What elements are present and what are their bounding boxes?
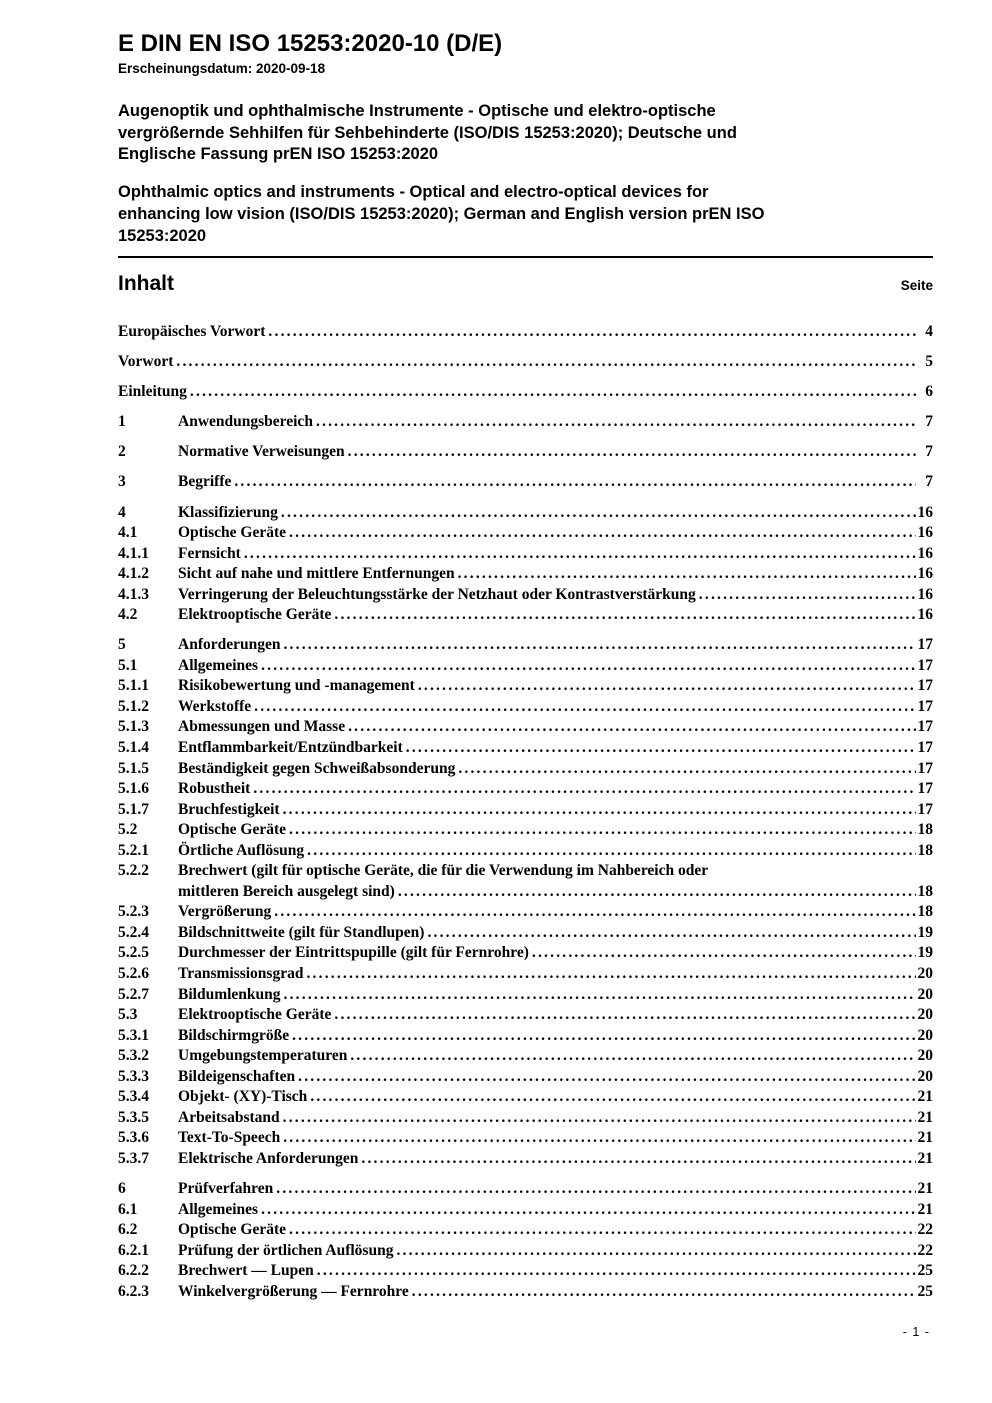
toc-dot-leader [532, 943, 916, 964]
toc-entry-title: Normative Verweisungen [178, 443, 345, 461]
toc-entry-title: Klassifizierung [178, 503, 278, 521]
toc-entry [118, 585, 933, 606]
toc-entry-page: 25 [917, 1262, 933, 1280]
toc-entry-title: Text-To-Speech [178, 1129, 281, 1147]
toc-entry [118, 676, 933, 697]
toc-entry [118, 1200, 933, 1221]
toc-dot-leader [412, 1282, 916, 1303]
toc-entry-page: 16 [917, 565, 933, 583]
toc-entry-number: 5.1.2 [118, 697, 149, 715]
toc-entry-title: Objekt- (XY)-Tisch [178, 1088, 308, 1106]
toc-entry [118, 943, 933, 964]
toc-entry-title: Optische Geräte [178, 821, 287, 839]
toc-dot-leader [274, 902, 916, 923]
toc-entry [118, 1282, 933, 1303]
toc-entry-number: 3 [118, 473, 126, 491]
title-english-line-1: Ophthalmic optics and instruments - Optical and electro-optical devices for [118, 183, 709, 202]
toc-entry-number: 4.1.1 [118, 544, 149, 562]
toc-dot-leader [398, 882, 916, 903]
toc-dot-leader [289, 1220, 916, 1241]
toc-entry-page: 17 [917, 759, 933, 777]
toc-entry [118, 697, 933, 718]
toc-entry [118, 1149, 933, 1170]
toc-entry-page: 17 [917, 656, 933, 674]
toc-entry-number: 5.1.7 [118, 800, 149, 818]
toc-entry-title: Allgemeines [178, 1200, 259, 1218]
toc-entry-page: 22 [917, 1221, 933, 1239]
toc-dot-leader [253, 779, 916, 800]
toc-dot-leader [176, 352, 916, 373]
toc-dot-leader [268, 322, 916, 343]
toc-entry-title: Bildschnittweite (gilt für Standlupen) [178, 923, 425, 941]
toc-entry [118, 964, 933, 985]
toc-entry-title: Entflammbarkeit/Entzündbarkeit [178, 739, 403, 757]
toc-entry-page: 18 [917, 882, 933, 900]
toc-entry-title: Transmissionsgrad [178, 965, 304, 983]
toc-dot-leader [276, 1179, 916, 1200]
toc-entry-title: Bruchfestigkeit [178, 800, 280, 818]
toc-dot-leader [284, 985, 916, 1006]
toc-dot-leader [289, 523, 916, 544]
toc-entry [118, 656, 933, 677]
toc-entry [118, 820, 933, 841]
toc-entry-page: 21 [917, 1108, 933, 1126]
toc-entry-number: 5.1.1 [118, 677, 149, 695]
toc-entry-page: 20 [917, 965, 933, 983]
toc-entry-title: Elektrooptische Geräte [178, 1006, 332, 1024]
toc-entry-number: 6.1 [118, 1200, 138, 1218]
header-divider [118, 256, 933, 258]
toc-entry-page: 17 [917, 780, 933, 798]
toc-dot-leader [348, 717, 916, 738]
publication-date: Erscheinungsdatum: 2020-09-18 [118, 61, 326, 76]
toc-entry-title: Vergrößerung [178, 903, 272, 921]
toc-entry-title: Elektrische Anforderungen [178, 1149, 359, 1167]
toc-dot-leader [396, 1241, 916, 1262]
toc-dot-leader [254, 697, 916, 718]
toc-entry-page: 18 [917, 903, 933, 921]
toc-entry-title: Einleitung [118, 383, 187, 401]
title-german [118, 101, 933, 166]
toc-entry-title: Örtliche Auflösung [178, 841, 305, 859]
toc-entry-number: 5.1.5 [118, 759, 149, 777]
toc-entry-page: 21 [917, 1129, 933, 1147]
toc-dot-leader [244, 544, 916, 565]
toc-entry-number: 4.1 [118, 524, 138, 542]
toc-entry-number: 6.2 [118, 1221, 138, 1239]
toc-entry [118, 779, 933, 800]
toc-entry [118, 442, 933, 463]
toc-entry [118, 1261, 933, 1282]
toc-dot-leader [306, 964, 916, 985]
toc-entry-number: 5 [118, 636, 126, 654]
toc-entry-number: 6 [118, 1180, 126, 1197]
toc-entry-title: Anforderungen [178, 636, 281, 654]
toc-entry-number: 5.3.6 [118, 1129, 149, 1147]
toc-entry-page: 17 [917, 739, 933, 757]
toc-dot-leader [317, 1261, 916, 1282]
toc-entry [118, 1067, 933, 1088]
title-english [118, 182, 933, 247]
toc-entry-title: Durchmesser der Eintrittspupille (gilt für Fernrohre) [178, 944, 529, 962]
toc-dot-leader [361, 1149, 916, 1170]
toc-entry-page: 17 [917, 677, 933, 695]
toc-entry-page: 18 [917, 841, 933, 859]
toc-entry [118, 352, 933, 373]
toc-dot-leader [283, 1128, 916, 1149]
toc-entry-title: mittleren Bereich ausgelegt sind) [178, 882, 395, 900]
toc-entry-page: 16 [917, 606, 933, 624]
toc-entry-title: Prüfung der örtlichen Auflösung [178, 1241, 394, 1259]
toc-entry-page: 20 [917, 1026, 933, 1044]
toc-entry-title: Bildumlenkung [178, 985, 281, 1003]
toc-entry-title: Winkelvergrößerung — Fernrohre [178, 1282, 409, 1300]
toc-entry-page: 6 [925, 383, 933, 401]
toc-entry-page: 17 [917, 636, 933, 654]
toc-entry-title: Bildeigenschaften [178, 1067, 296, 1085]
toc-dot-leader [283, 635, 916, 656]
toc-dot-leader [334, 605, 916, 626]
toc-dot-leader [316, 412, 916, 433]
toc-entry [118, 322, 933, 343]
toc-dot-leader [298, 1067, 916, 1088]
toc-entry-page: 19 [917, 923, 933, 941]
toc-entry-number: 4 [118, 503, 126, 521]
toc-dot-leader [307, 841, 916, 862]
toc-header-row [118, 272, 933, 296]
toc-entry [118, 882, 933, 903]
title-german-line-1: Augenoptik und ophthalmische Instrumente - Optische und elektro-optische [118, 102, 716, 120]
toc-entry [118, 605, 933, 626]
toc-entry-title: Fernsicht [178, 544, 241, 562]
toc-dot-leader [427, 923, 916, 944]
toc-entry [118, 544, 933, 565]
toc-dot-leader [261, 656, 916, 677]
toc-entry-page: 20 [917, 1067, 933, 1085]
toc-entry-number: 6.2.3 [118, 1282, 149, 1300]
toc-entry-number: 5.3.2 [118, 1047, 149, 1065]
toc-dot-leader [283, 800, 916, 821]
toc-entry-number: 4.1.3 [118, 585, 149, 603]
toc-dot-leader [418, 676, 916, 697]
toc-entry [118, 738, 933, 759]
toc-entry-title: Optische Geräte [178, 1221, 287, 1239]
toc-entry-title: Elektrooptische Geräte [178, 606, 332, 624]
toc-page-column-label: Seite [900, 278, 933, 294]
toc-entry-page: 18 [917, 821, 933, 839]
toc-dot-leader [289, 820, 916, 841]
toc-dot-leader [281, 503, 916, 524]
toc-entry-title: Begriffe [178, 473, 232, 491]
toc-entry [118, 1179, 933, 1200]
toc-entry [118, 382, 933, 403]
toc-entry-page: 20 [917, 1006, 933, 1024]
toc-entry-number: 5.3.5 [118, 1108, 149, 1126]
toc-entry-title: Verringerung der Beleuchtungsstärke der Netzhaut oder Kontrastverstärkung [178, 585, 696, 603]
toc-entry-page: 17 [917, 800, 933, 818]
toc-entry-title: Prüfverfahren [178, 1180, 274, 1197]
toc-entry [118, 1046, 933, 1067]
toc-entry-number: 6.2.2 [118, 1262, 149, 1280]
toc-entry-page: 16 [917, 585, 933, 603]
toc-entry-number: 1 [118, 413, 126, 431]
toc-entry-title: Umgebungstemperaturen [178, 1047, 348, 1065]
toc-entry [118, 412, 933, 433]
toc-entry-page: 4 [925, 323, 933, 341]
toc-list [118, 322, 933, 1302]
toc-entry-number: 5.2.7 [118, 985, 149, 1003]
toc-entry-page: 16 [917, 544, 933, 562]
toc-entry-title: Sicht auf nahe und mittlere Entfernungen [178, 565, 455, 583]
toc-dot-leader [283, 1108, 916, 1129]
toc-entry [118, 902, 933, 923]
toc-entry-title: Bildschirmgröße [178, 1026, 290, 1044]
toc-entry-page: 16 [917, 524, 933, 542]
toc-entry-page: 7 [925, 443, 933, 461]
toc-entry-page: 19 [917, 944, 933, 962]
toc-dot-leader [406, 738, 916, 759]
toc-entry [118, 472, 933, 493]
toc-entry-page: 17 [917, 697, 933, 715]
toc-entry [118, 1220, 933, 1241]
toc-entry-title: Risikobewertung und -management [178, 677, 415, 695]
toc-entry [118, 1241, 933, 1262]
toc-entry-number: 5.2 [118, 821, 138, 839]
toc-entry [118, 800, 933, 821]
toc-entry-number: 5.3.7 [118, 1149, 149, 1167]
toc-dot-leader [699, 585, 916, 606]
toc-entry-page: 5 [925, 353, 933, 371]
toc-entry-number: 5.3.3 [118, 1067, 149, 1085]
toc-entry [118, 923, 933, 944]
toc-dot-leader [190, 382, 916, 403]
toc-entry [118, 1108, 933, 1129]
toc-entry-page: 21 [917, 1088, 933, 1106]
toc-entry-page: 7 [925, 413, 933, 431]
toc-entry-title: Anwendungsbereich [178, 413, 313, 431]
toc-entry-number: 5.2.2 [118, 862, 149, 880]
toc-entry [118, 1128, 933, 1149]
toc-entry-title: Werkstoffe [178, 697, 252, 715]
toc-entry-number: 4.1.2 [118, 565, 149, 583]
toc-entry-number: 5.3.1 [118, 1026, 149, 1044]
toc-entry-number: 2 [118, 443, 126, 461]
toc-entry-page: 25 [917, 1282, 933, 1300]
toc-entry [118, 523, 933, 544]
toc-entry-page: 20 [917, 985, 933, 1003]
toc-entry-number: 5.2.6 [118, 965, 149, 983]
toc-entry-number: 5.1.3 [118, 718, 149, 736]
toc-entry-title: Abmessungen und Masse [178, 718, 346, 736]
toc-entry-page: 16 [917, 503, 933, 521]
toc-entry [118, 564, 933, 585]
toc-entry-page: 17 [917, 718, 933, 736]
toc-entry-number: 5.2.4 [118, 923, 149, 941]
toc-entry [118, 841, 933, 862]
toc-dot-leader [292, 1026, 916, 1047]
toc-entry-title: Beständigkeit gegen Schweißabsonderung [178, 759, 456, 777]
toc-entry-title: Brechwert (gilt für optische Geräte, die für die Verwendung im Nahbereich oder [178, 862, 709, 880]
toc-entry [118, 1026, 933, 1047]
toc-entry-page: 21 [917, 1149, 933, 1167]
toc-entry-number: 6.2.1 [118, 1241, 149, 1259]
toc-entry-number: 5.1 [118, 656, 138, 674]
toc-entry-title: Optische Geräte [178, 524, 287, 542]
toc-entry-number: 5.2.5 [118, 944, 149, 962]
toc-dot-leader [458, 564, 916, 585]
toc-dot-leader [350, 1046, 916, 1067]
toc-entry-title: Vorwort [118, 353, 174, 371]
toc-entry-title: Brechwert — Lupen [178, 1262, 314, 1280]
toc-entry [118, 635, 933, 656]
document-title: E DIN EN ISO 15253:2020-10 (D/E) [118, 30, 503, 57]
toc-entry-number: 5.3.4 [118, 1088, 149, 1106]
toc-entry-number: 5.2.3 [118, 903, 149, 921]
toc-entry [118, 985, 933, 1006]
toc-entry-number: 5.1.6 [118, 780, 149, 798]
title-german-line-2: vergrößernde Sehhilfen für Sehbehinderte (ISO/DIS 15253:2020); Deutsche und [118, 123, 737, 142]
toc-dot-leader [234, 472, 916, 493]
toc-entry [118, 861, 933, 882]
toc-entry [118, 1087, 933, 1108]
toc-dot-leader [348, 442, 916, 463]
toc-entry-number: 4.2 [118, 606, 138, 624]
toc-dot-leader [458, 759, 916, 780]
title-english-line-2: enhancing low vision (ISO/DIS 15253:2020); German and English version prEN ISO [118, 204, 765, 223]
toc-entry-page: 21 [917, 1180, 933, 1197]
toc-dot-leader [334, 1005, 916, 1026]
toc-entry-title: Europäisches Vorwort [118, 323, 266, 341]
toc-entry-page: 20 [917, 1047, 933, 1065]
page-number: - 1 - [902, 1325, 930, 1339]
title-german-line-3: Englische Fassung prEN ISO 15253:2020 [118, 145, 439, 164]
toc-entry [118, 717, 933, 738]
toc-entry-page: 7 [925, 473, 933, 491]
toc-entry-title: Robustheit [178, 780, 251, 798]
toc-entry-number: 5.2.1 [118, 841, 149, 859]
toc-entry [118, 503, 933, 524]
toc-entry-page: 22 [917, 1241, 933, 1259]
toc-entry [118, 759, 933, 780]
toc-dot-leader [261, 1200, 916, 1221]
title-english-line-3: 15253:2020 [118, 226, 207, 245]
toc-entry [118, 1005, 933, 1026]
toc-entry-title: Arbeitsabstand [178, 1108, 280, 1126]
toc-heading: Inhalt [118, 272, 174, 296]
toc-entry-title: Allgemeines [178, 656, 259, 674]
toc-entry-number: 5.3 [118, 1006, 138, 1024]
toc-dot-leader [310, 1087, 916, 1108]
toc-entry-number: 5.1.4 [118, 739, 149, 757]
toc-entry-page: 21 [917, 1200, 933, 1218]
